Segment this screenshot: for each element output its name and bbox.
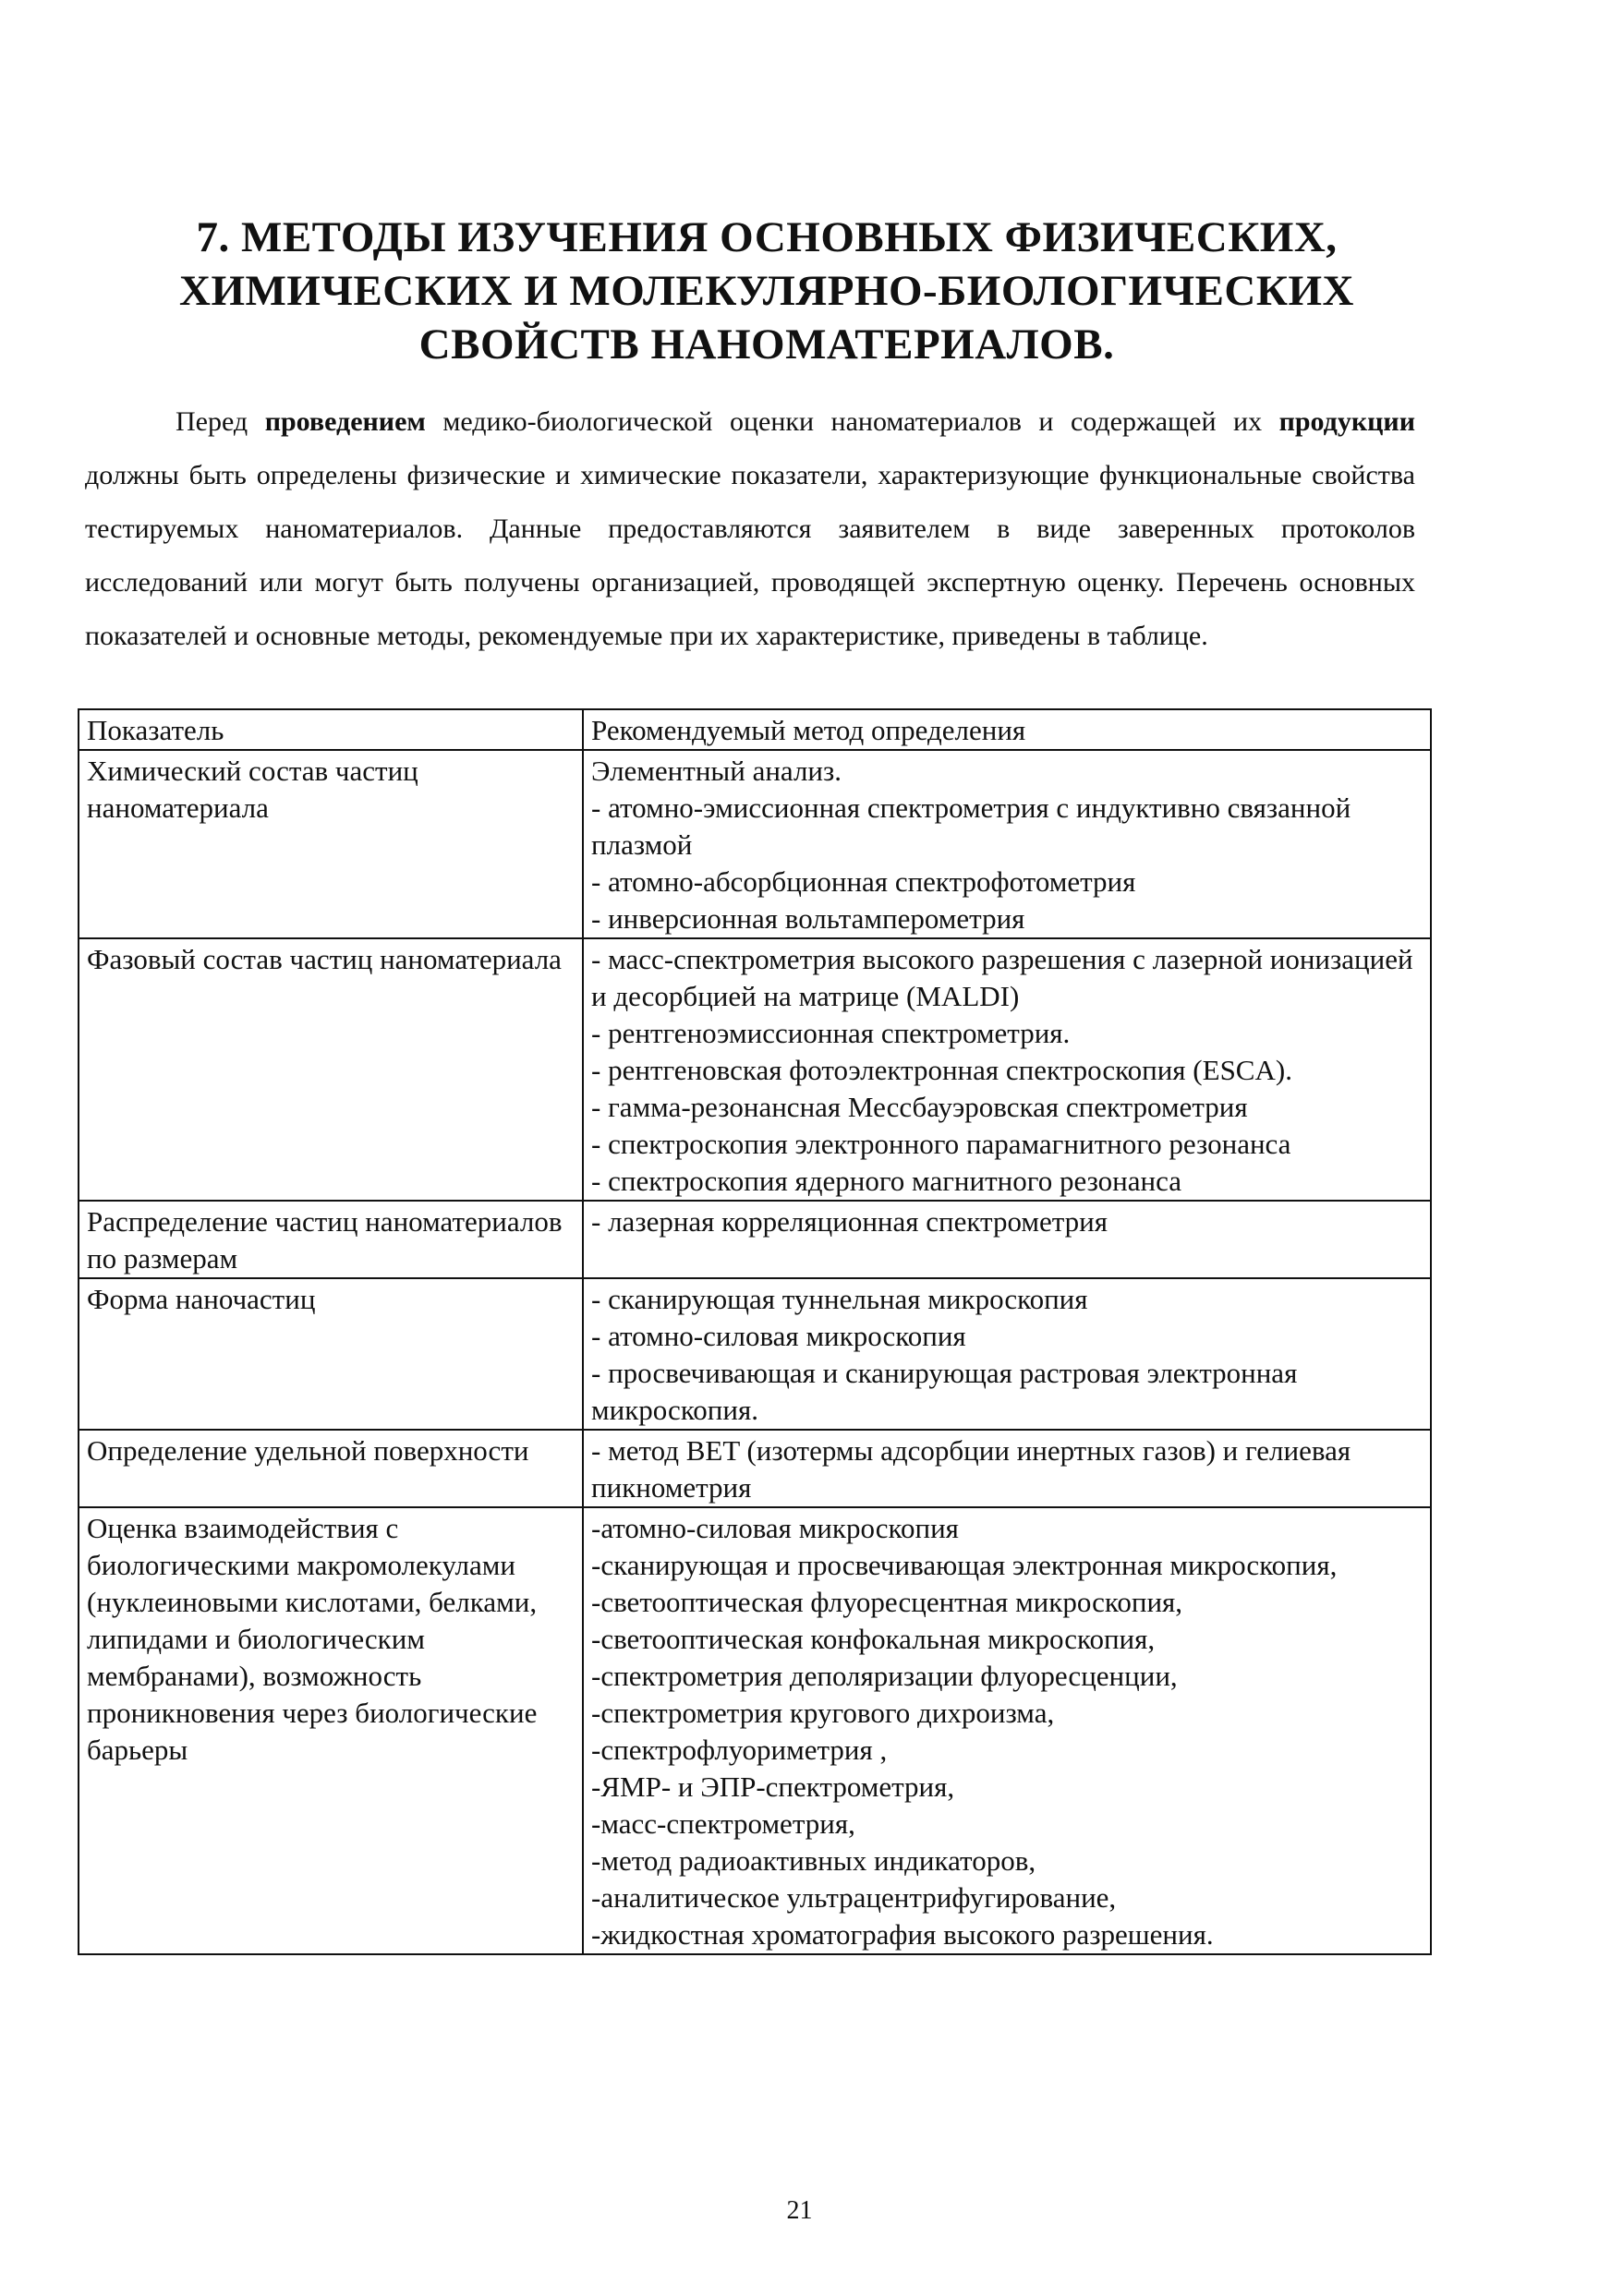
method-item: Элементный анализ.	[591, 755, 842, 787]
method-item: - спектроскопия электронного парамагнитного резонанса	[591, 1128, 1291, 1160]
method-item: -метод радиоактивных индикаторов,	[591, 1844, 1036, 1877]
methods-list	[591, 753, 1423, 937]
method-item: -спектрометрия кругового дихроизма,	[591, 1697, 1055, 1729]
table-row	[79, 750, 1431, 938]
methods-cell	[583, 1430, 1431, 1507]
method-item: - сканирующая туннельная микроскопия	[591, 1283, 1088, 1315]
method-item: -масс-спектрометрия,	[591, 1807, 855, 1840]
heading-line-3: СВОЙСТВ НАНОМАТЕРИАЛОВ.	[418, 320, 1115, 369]
method-item: -ЯМР- и ЭПР-спектрометрия,	[591, 1770, 955, 1803]
method-item: -светооптическая конфокальная микроскопия,	[591, 1623, 1156, 1655]
method-item: -светооптическая флуоресцентная микроскопия,	[591, 1586, 1183, 1618]
table-row	[79, 1278, 1431, 1430]
table-row	[79, 1201, 1431, 1278]
methods-cell	[583, 938, 1431, 1201]
header-method: Рекомендуемый метод определения	[583, 709, 1431, 750]
page-number: 21	[786, 2196, 813, 2225]
method-item: -спектрометрия деполяризации флуоресценции,	[591, 1660, 1178, 1692]
method-item: - атомно-силовая микроскопия	[591, 1320, 966, 1352]
intro-bold-1: проведением	[264, 406, 426, 437]
intro-bold-2: продукции	[1278, 406, 1415, 437]
method-item: - рентгеновская фотоэлектронная спектроскопия (ESCA).	[591, 1054, 1292, 1086]
method-item: - масс-спектрометрия высокого разрешения с лазерной ионизацией и десорбцией на матрице (MALDI)	[591, 943, 1413, 1012]
heading-line-2: ХИМИЧЕСКИХ И МОЛЕКУЛЯРНО-БИОЛОГИЧЕСКИХ	[179, 267, 1354, 315]
method-item: - спектроскопия ядерного магнитного резонанса	[591, 1165, 1181, 1197]
intro-text-2: медико-биологической оценки наноматериалов и содержащей их	[425, 406, 1279, 437]
method-item: -спектрофлуориметрия ,	[591, 1734, 888, 1766]
table-header-row	[79, 709, 1431, 750]
methods-list	[591, 1203, 1423, 1240]
table-row	[79, 1430, 1431, 1507]
table-row	[79, 1507, 1431, 1954]
table-row	[79, 938, 1431, 1201]
method-item: -аналитическое ультрацентрифугирование,	[591, 1881, 1117, 1914]
intro-text-3: должны быть определены физические и химические показатели, характеризующие функциональные свойства тестируемых наноматериалов. Данные предоставляются заявителем в виде заверенных протоколов исследований или могут быть получены организацией, проводящей экспертную оценку. Перечень основных показателей и основные методы, рекомендуемые при их характеристике, приведены в таблице.	[85, 460, 1415, 651]
method-item: - рентгеноэмиссионная спектрометрия.	[591, 1017, 1071, 1049]
method-item: - просвечивающая и сканирующая растровая электронная микроскопия.	[591, 1357, 1298, 1426]
section-heading	[111, 211, 1423, 371]
methods-list	[591, 1510, 1423, 1953]
heading-line-1: 7. МЕТОДЫ ИЗУЧЕНИЯ ОСНОВНЫХ ФИЗИЧЕСКИХ,	[196, 213, 1338, 261]
indicator-cell: Фазовый состав частиц наноматериала	[79, 938, 583, 1201]
methods-cell	[583, 1201, 1431, 1278]
indicator-cell: Определение удельной поверхности	[79, 1430, 583, 1507]
method-item: - гамма-резонансная Мессбауэровская спектрометрия	[591, 1091, 1248, 1123]
indicator-cell: Форма наночастиц	[79, 1278, 583, 1430]
methods-list	[591, 1281, 1423, 1429]
methods-cell	[583, 750, 1431, 938]
intro-text-1: Перед	[176, 406, 265, 437]
method-item: -атомно-силовая микроскопия	[591, 1512, 959, 1544]
method-item: - метод BET (изотермы адсорбции инертных газов) и гелиевая пикнометрия	[591, 1434, 1351, 1504]
methods-cell	[583, 1278, 1431, 1430]
methods-cell	[583, 1507, 1431, 1954]
method-item: -жидкостная хроматография высокого разрешения.	[591, 1918, 1214, 1951]
method-item: - лазерная корреляционная спектрометрия	[591, 1205, 1108, 1238]
intro-paragraph	[85, 395, 1415, 663]
methods-list	[591, 1432, 1423, 1506]
methods-table	[78, 708, 1432, 1955]
methods-list	[591, 941, 1423, 1200]
indicator-cell: Оценка взаимодействия с биологическими макромолекулами (нуклеиновыми кислотами, белками, липидами и биологическим мембранами), возможность проникновения через биологические барьеры	[79, 1507, 583, 1954]
indicator-cell: Распределение частиц наноматериалов по размерам	[79, 1201, 583, 1278]
method-item: - инверсионная вольтамперометрия	[591, 902, 1025, 935]
method-item: -сканирующая и просвечивающая электронная микроскопия,	[591, 1549, 1338, 1581]
header-indicator: Показатель	[79, 709, 583, 750]
method-item: - атомно-эмиссионная спектрометрия с индуктивно связанной плазмой	[591, 792, 1351, 861]
indicator-cell: Химический состав частиц наноматериала	[79, 750, 583, 938]
method-item: - атомно-абсорбционная спектрофотометрия	[591, 865, 1136, 898]
